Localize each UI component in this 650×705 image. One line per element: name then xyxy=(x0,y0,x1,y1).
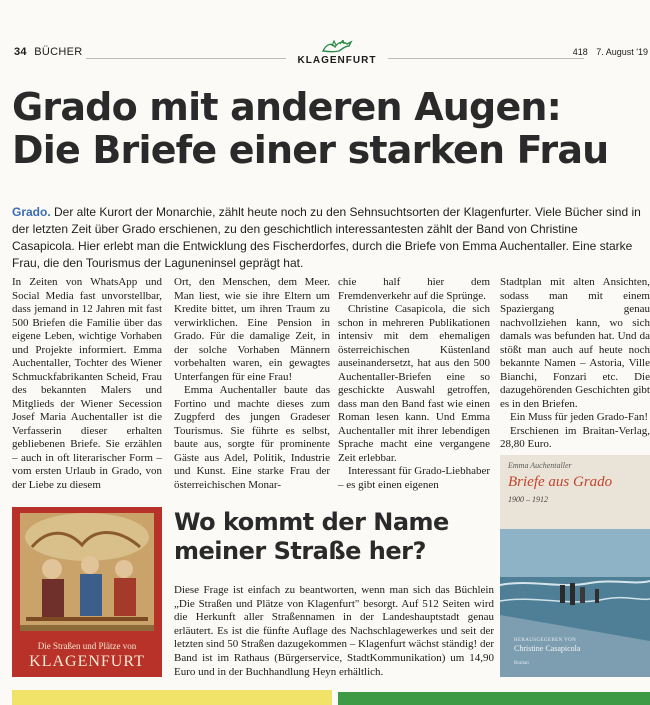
fresco-painting-image xyxy=(12,507,162,677)
klagenfurt-logo xyxy=(292,40,382,66)
lead-paragraph xyxy=(12,204,642,272)
cover-title: KLAGENFURT xyxy=(29,653,145,670)
paragraph: Stadtplan mit alten Ansichten, sodass man mit einem Spaziergang genau nachvollziehen kann, wo sich damals was befunden hat. Und da stößt man auch auf heute noch bekannte Namen – Astoria, Ville Bianchi, Fonzari etc. Die dazugehörenden Geschichten gibt es in den Briefen. xyxy=(500,276,650,410)
second-article-body: Diese Frage ist einfach zu beantworten, wenn man sich das Büchlein „Die Straßen und Plätze von Klagenfurt" besorgt. Auf 512 Seiten wird die Herkunft aller Straßennamen in der Landeshauptstadt genau erläutert. Es ist die fünfte Auflage des Nachschlagewerkes und seit der letzten sind 50 Straßen dazugekommen – Klagenfurt wächst ständig! der Band ist im Rathaus (Bürgerservice, StadtKommunikation) um 14,90 Euro und in der Buchhandlung Heyn erhältlich. xyxy=(174,584,494,678)
paragraph: Erschienen im Braitan-Verlag, 28,80 Euro. xyxy=(500,424,650,450)
paragraph: Interessant für Grado-Liebhaber – es gibt einen eigenen xyxy=(338,465,490,491)
paragraph: Ein Muss für jeden Grado-Fan! xyxy=(510,411,649,423)
page-number: 34 xyxy=(14,46,27,58)
logo-text: KLAGENFURT xyxy=(297,55,377,66)
cover-subtitle: Die Straßen und Plätze von xyxy=(37,641,137,651)
paragraph: Christine Casapicola, die sich schon in mehreren Publikationen intensiv mit dem ehemaligen österreichischen Küstenland auseinandersetzt, hat aus den 500 Auchentaller-Briefen eine so geschickte Auswahl getroffen, dass man den Band fast wie einen Roman lesen kann. Und Emma Auchentaller mit ihrer lebendigen Sprache macht eine vergangene Zeit erlebbar. xyxy=(338,303,490,464)
issue-date: 7. August '19 xyxy=(596,47,648,57)
header-rule-left xyxy=(86,58,286,59)
section-label xyxy=(14,46,82,58)
lead-text: Der alte Kurort der Monarchie, zählt heute noch zu den Sehnsuchtsorten der Klagenfurter. Viele Bücher sind in der letzten Zeit über Grado erschienen, zu den geschichtlich interessantesten zählt der Band von Christine Casapicola. Hier erlebt man die Entwicklung des Fischerdorfes, durch die Briefe von Emma Auchentaller. Eine starke Frau, die den Tourismus der Laguneninsel geprägt hat. xyxy=(12,205,641,270)
dragon-icon xyxy=(320,40,354,54)
book-cover-grado xyxy=(500,455,650,677)
next-article-banner-yellow xyxy=(12,690,332,705)
paragraph: In Zeiten von WhatsApp und Social Media fast unvorstellbar, dass jemand in 12 Jahren mit fast 500 Briefen die Familie über das eigene Leben, wichtige Vorhaben und Projekte informiert. Emma Auchentaller, Tochter des Wiener Schmuckfabrikanten Scheid, Frau des bekannten Malers und Mitglieds der Wiener Secession Josef Maria Auchentaller ist die Verfasserin dieser erhalten gebliebenen Briefe. Sie erzählen – auch in oft literarischer Form – vom ersten Urlaub in Grado, von der Liebe zu diesem xyxy=(12,276,162,491)
cover-years: 1900 – 1912 xyxy=(508,495,548,504)
headline-line-1: Grado mit anderen Augen: xyxy=(12,85,562,129)
second-headline-line-1: Wo kommt der Name xyxy=(174,508,449,536)
cover-title: Briefe aus Grado xyxy=(508,474,613,490)
second-headline xyxy=(174,508,494,566)
headline-line-2: Die Briefe einer starken Frau xyxy=(12,128,609,172)
book-cover-klagenfurt xyxy=(12,507,162,677)
cover-publisher: Braitan xyxy=(514,661,529,666)
lead-keyword: Grado. xyxy=(12,205,51,219)
second-headline-line-2: meiner Straße her? xyxy=(174,537,426,565)
section-name: BÜCHER xyxy=(34,46,83,58)
paragraph: chie half hier dem Fremdenverkehr auf die Sprünge. xyxy=(338,276,490,302)
page-header xyxy=(0,40,650,70)
next-article-banner-green xyxy=(338,692,650,705)
article-column-2 xyxy=(174,276,330,492)
issue-info xyxy=(573,47,648,57)
cover-editor-label: HERAUSGEGEBEN VON xyxy=(514,638,577,643)
article-column-1 xyxy=(12,276,162,492)
cover-editor: Christine Casapicola xyxy=(514,644,581,653)
paragraph: Ort, den Menschen, dem Meer. Man liest, wie sie ihre Eltern um Kredite bittet, um ihren Traum zu verwirklichen. Eine Pension in Grado. Für die damalige Zeit, in der solche Vorhaben Männern vorbehalten waren, ein gewagtes Unterfangen für eine Frau! xyxy=(174,276,330,383)
article-column-3 xyxy=(338,276,490,492)
article-column-4 xyxy=(500,276,650,452)
cover-author: Emma Auchentaller xyxy=(508,461,572,470)
issue-number: 418 xyxy=(572,47,588,57)
main-headline xyxy=(12,86,642,172)
paragraph: Emma Auchentaller baute das Fortino und machte dieses zum Zugpferd des jungen Gradeser Tourismus. Sie führte es selbst, baute aus, sorgte für prominente Gäste aus Adel, Politik, Industrie und Kunst. Eine starke Frau der österreichischen Monar- xyxy=(174,384,330,491)
header-rule-right xyxy=(388,58,584,59)
